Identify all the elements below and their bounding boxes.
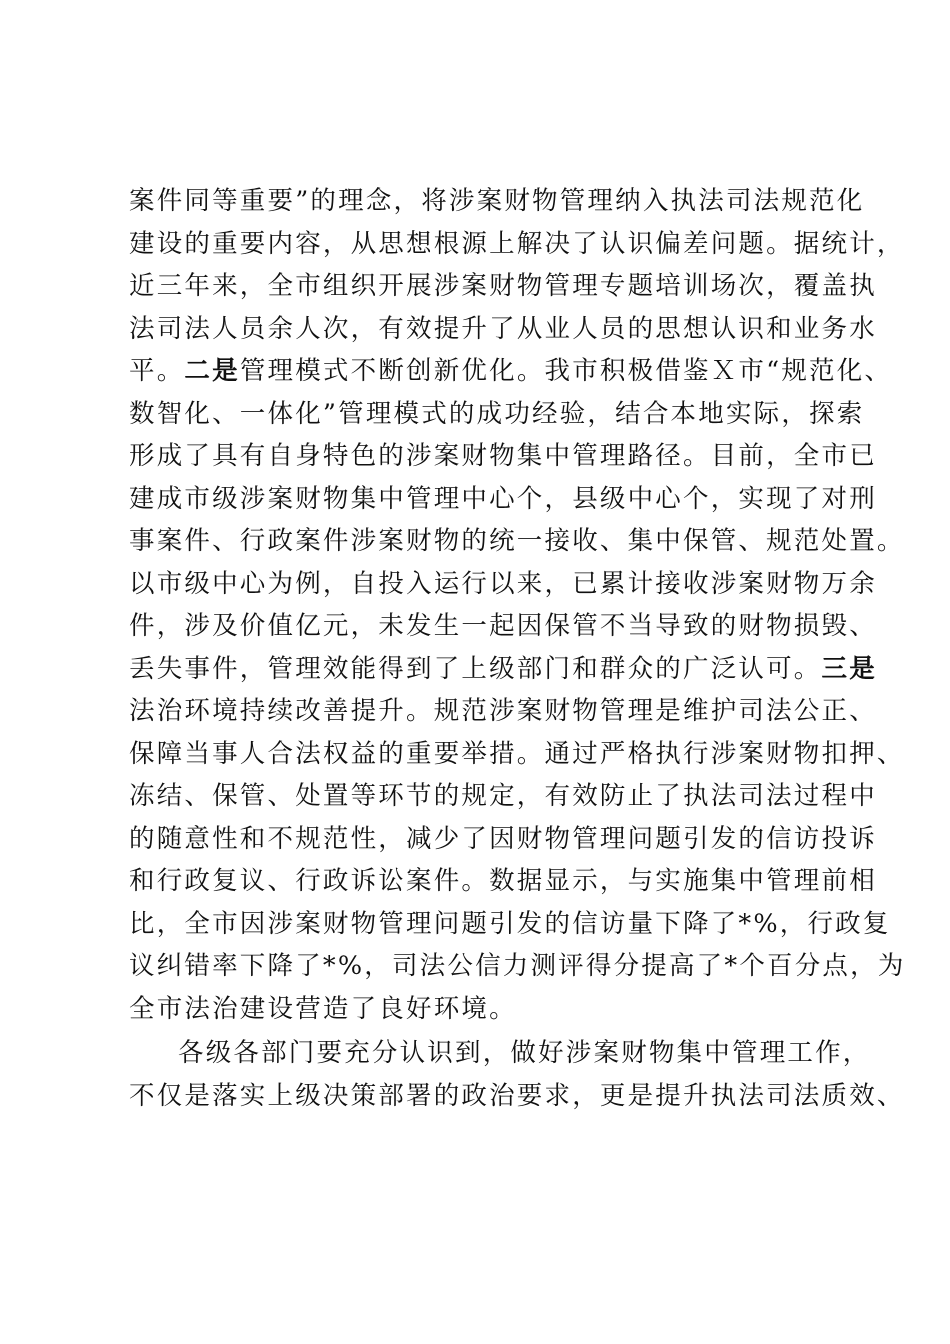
text-segment: 冻结、保管、处置等环节的规定，有效防止了执法司法过程中 (129, 781, 877, 811)
text-segment: 各级各部门要充分认识到，做好涉案财物集中管理工作， (178, 1038, 871, 1068)
text-line (129, 308, 877, 351)
text-segment: 建设的重要内容，从思想根源上解决了认识偏差问题。据统计， (129, 228, 905, 259)
text-line (129, 435, 877, 478)
text-line (129, 860, 877, 903)
body-text (129, 180, 906, 1117)
text-line (129, 180, 865, 223)
text-segment: 法治环境持续改善提升。规范涉案财物管理是维护司法公正、 (129, 696, 877, 726)
text-segment: 形成了具有自身特色的涉案财物集中管理路径。目前，全市已 (129, 441, 877, 471)
text-line (129, 775, 877, 818)
text-segment: 建成市级涉案财物集中管理中心个，县级中心个，实现了对刑 (129, 483, 877, 514)
text-line (129, 818, 877, 861)
text-line (129, 648, 877, 691)
text-segment: 议纠错率下降了*%，司法公信力测评得分提高了*个百分点，为 (129, 951, 906, 981)
text-segment: 保障当事人合法权益的重要举措。通过严格执行涉案财物扣押、 (129, 738, 905, 769)
text-segment: 不仅是落实上级决策部署的政治要求，更是提升执法司法质效、 (129, 1080, 905, 1111)
text-line (129, 478, 877, 521)
text-line (129, 1032, 871, 1075)
text-segment: 平。 (129, 356, 185, 386)
text-segment: 近三年来，全市组织开展涉案财物管理专题培训场次，覆盖执 (129, 271, 877, 301)
text-segment: 案件同等重要”的理念，将涉案财物管理纳入执法司法规范化 (129, 186, 865, 216)
text-line (129, 350, 893, 393)
text-line (129, 605, 877, 648)
text-line (129, 265, 877, 308)
text-segment: 丢失事件，管理效能得到了上级部门和群众的广泛认可。 (129, 653, 822, 684)
text-segment: 比，全市因涉案财物管理问题引发的信访量下降了*%，行政复 (129, 908, 891, 939)
text-line (129, 1075, 905, 1118)
text-segment: 件，涉及价值亿元，未发生一起因保管不当导致的财物损毁、 (129, 611, 877, 641)
text-segment: 事案件、行政案件涉案财物的统一接收、集中保管、规范处置。 (129, 526, 905, 556)
text-line (129, 903, 891, 946)
text-line (129, 945, 906, 988)
text-segment: 管理模式不断创新优化。我市积极借鉴Ｘ市“规范化、 (239, 356, 893, 386)
text-segment: 全市法治建设营造了良好环境。 (129, 993, 517, 1024)
text-segment: 和行政复议、行政诉讼案件。数据显示，与实施集中管理前相 (129, 866, 877, 896)
text-line (129, 563, 877, 606)
emphasis-text: 三是 (821, 653, 877, 684)
text-line (129, 393, 865, 436)
text-line (129, 223, 905, 266)
text-line (129, 733, 905, 776)
text-segment: 数智化、一体化”管理模式的成功经验，结合本地实际，探索 (129, 398, 865, 429)
emphasis-text: 二是 (184, 356, 240, 386)
text-line (129, 520, 905, 563)
text-segment: 的随意性和不规范性，减少了因财物管理问题引发的信访投诉 (129, 823, 877, 854)
text-segment: 以市级中心为例，自投入运行以来，已累计接收涉案财物万余 (129, 568, 877, 599)
text-segment: 法司法人员余人次，有效提升了从业人员的思想认识和业务水 (129, 313, 877, 344)
text-line (129, 988, 849, 1031)
text-line (129, 690, 877, 733)
